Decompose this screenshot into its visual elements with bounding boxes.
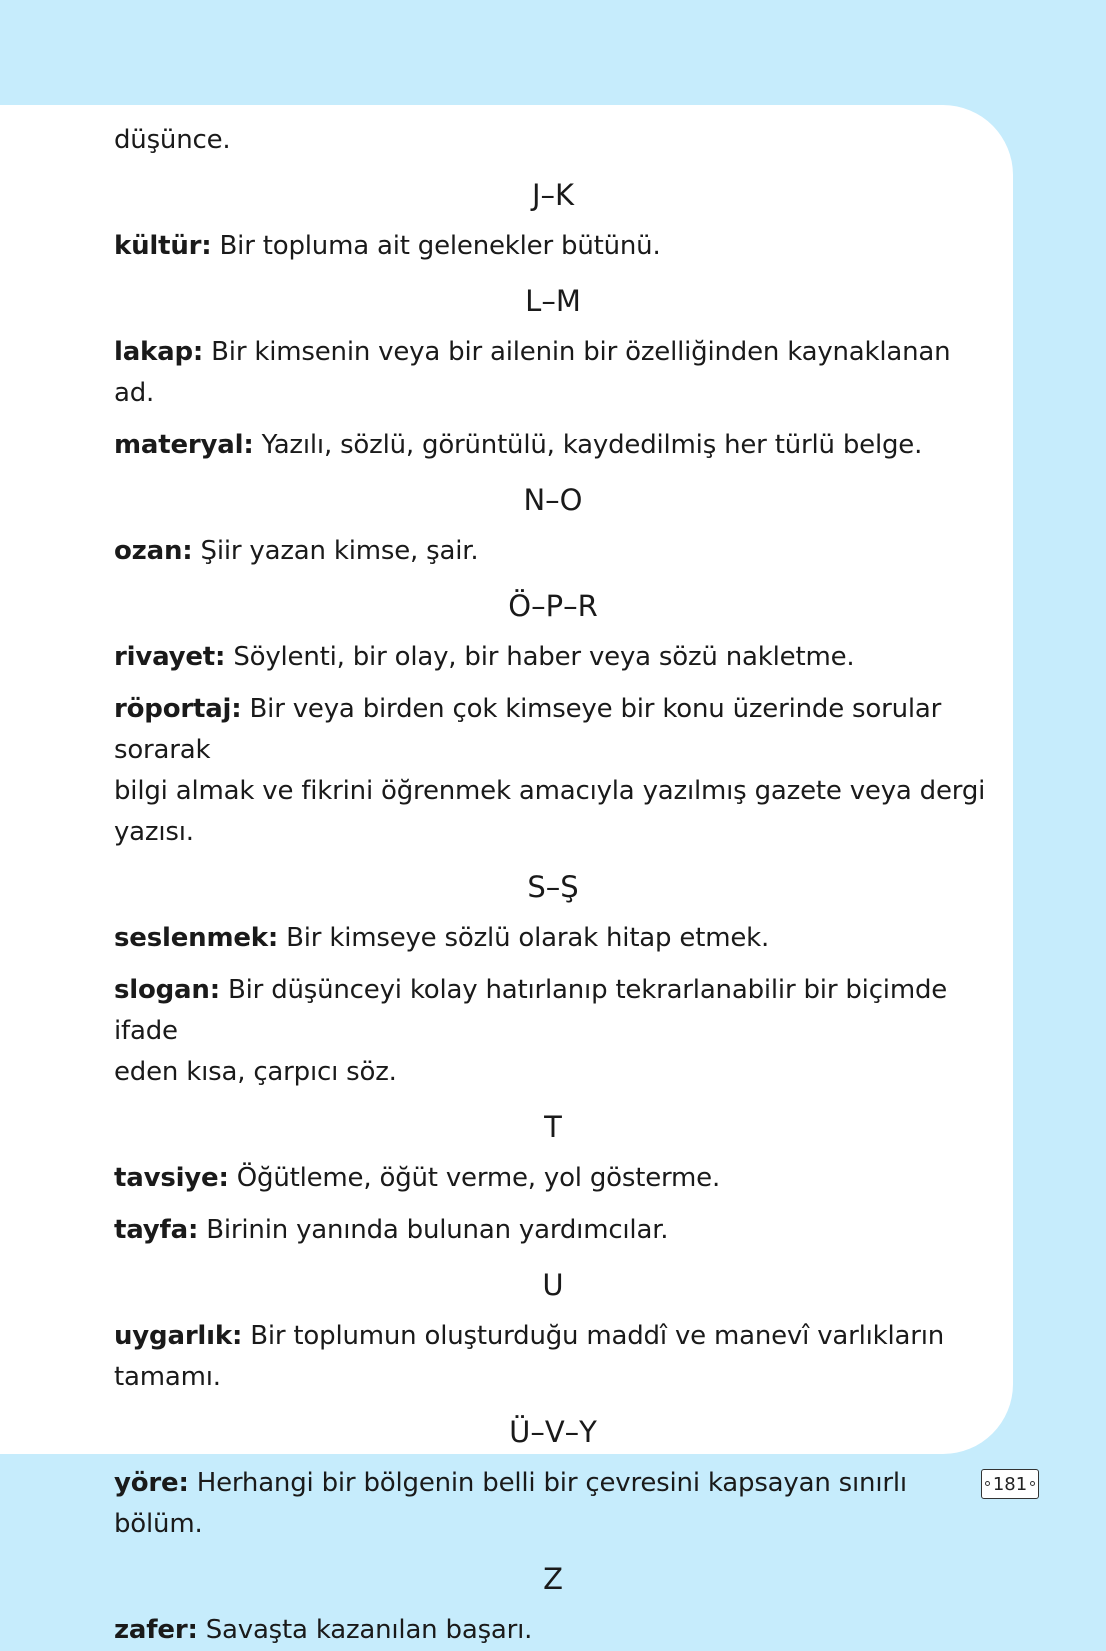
section-heading: J–K	[531, 178, 575, 212]
entry-term: seslenmek:	[114, 923, 279, 953]
glossary-entry	[114, 637, 994, 678]
section-heading: S–Ş	[527, 870, 579, 904]
section-heading: L–M	[525, 284, 581, 318]
entry-definition: Şiir yazan kimse, şair.	[192, 536, 479, 566]
entry-definition: Öğütleme, öğüt verme, yol gösterme.	[228, 1163, 721, 1193]
glossary-entry	[114, 531, 994, 572]
section-heading: N–O	[523, 483, 583, 517]
glossary-entry	[114, 332, 994, 414]
section-heading: T	[544, 1110, 562, 1144]
entry-definition: Herhangi bir bölgenin belli bir çevresini kapsayan sınırlı bölüm.	[114, 1468, 907, 1539]
entry-term: uygarlık:	[114, 1321, 243, 1351]
entry-definition: Savaşta kazanılan başarı.	[197, 1615, 533, 1645]
entry-continuation: eden kısa, çarpıcı söz.	[114, 1057, 397, 1087]
glossary-entry	[114, 689, 994, 771]
section-heading: Ö–P–R	[508, 589, 598, 623]
section-heading: Z	[543, 1562, 563, 1596]
glossary-entry	[114, 1463, 994, 1545]
glossary-entry	[114, 425, 994, 466]
badge-dot-icon	[985, 1481, 990, 1486]
entry-term: tayfa:	[114, 1215, 199, 1245]
entry-term: zafer:	[114, 1615, 198, 1645]
entry-term: yöre:	[114, 1468, 189, 1498]
entry-definition: Bir düşünceyi kolay hatırlanıp tekrarlanabilir bir biçimde ifade	[114, 975, 948, 1046]
page-number-badge	[981, 1469, 1039, 1499]
entry-definition: Söylenti, bir olay, bir haber veya sözü nakletme.	[225, 642, 855, 672]
entry-term: kültür:	[114, 231, 212, 261]
section-heading: U	[542, 1268, 564, 1302]
entry-definition: Bir toplumun oluşturduğu maddî ve manevî varlıkların tamamı.	[114, 1321, 945, 1392]
entry-continuation: yazısı.	[114, 817, 194, 847]
glossary-entry	[114, 226, 994, 267]
badge-dot-icon	[1030, 1481, 1035, 1486]
entry-term: röportaj:	[114, 694, 242, 724]
intro-fragment: düşünce.	[114, 125, 231, 155]
section-heading: Ü–V–Y	[509, 1415, 597, 1449]
entry-term: slogan:	[114, 975, 220, 1005]
glossary-entry	[114, 1316, 994, 1398]
entry-definition: Birinin yanında bulunan yardımcılar.	[198, 1215, 669, 1245]
entry-term: materyal:	[114, 430, 254, 460]
glossary-content	[114, 120, 994, 1651]
entry-term: ozan:	[114, 536, 193, 566]
entry-term: tavsiye:	[114, 1163, 229, 1193]
entry-definition: Bir topluma ait gelenekler bütünü.	[211, 231, 661, 261]
entry-term: lakap:	[114, 337, 204, 367]
entry-definition: Bir kimsenin veya bir ailenin bir özelliğinden kaynaklanan ad.	[114, 337, 951, 408]
page-number: 181	[992, 1473, 1028, 1495]
entry-definition: Bir kimseye sözlü olarak hitap etmek.	[278, 923, 770, 953]
glossary-entry	[114, 970, 994, 1052]
glossary-entry	[114, 918, 994, 959]
entry-term: rivayet:	[114, 642, 226, 672]
entry-definition: Yazılı, sözlü, görüntülü, kaydedilmiş her türlü belge.	[253, 430, 923, 460]
entry-definition: Bir veya birden çok kimseye bir konu üzerinde sorular sorarak	[114, 694, 942, 765]
entry-continuation: bilgi almak ve fikrini öğrenmek amacıyla yazılmış gazete veya dergi	[114, 776, 986, 806]
glossary-entry	[114, 1158, 994, 1199]
glossary-entry	[114, 1610, 994, 1651]
glossary-entry	[114, 1210, 994, 1251]
